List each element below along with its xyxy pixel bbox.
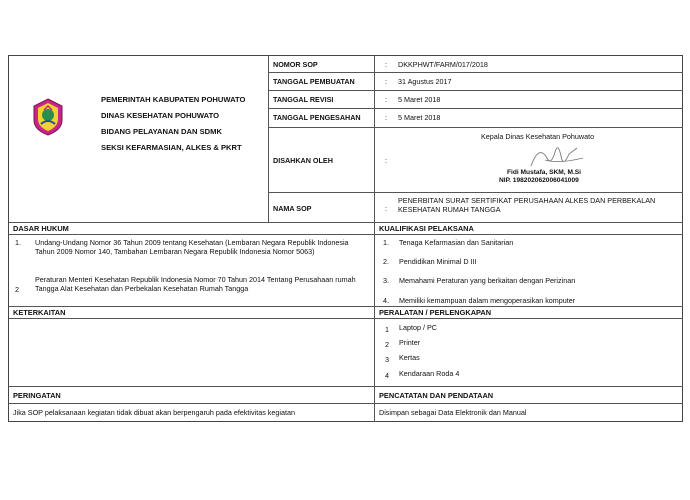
field-label: DISAHKAN OLEH xyxy=(273,156,333,165)
list-item: Laptop / PC xyxy=(399,323,437,332)
sop-document xyxy=(8,55,683,422)
list-item: Memahami Peraturan yang berkaitan dengan Perizinan xyxy=(399,276,576,285)
list-number: 1. xyxy=(383,238,389,247)
list-item: Pendidikan Minimal D III xyxy=(399,257,477,266)
list-item: Kertas xyxy=(399,353,420,362)
sop-name: PENERBITAN SURAT SERTIFIKAT PERUSAHAAN ALKES DAN PERBEKALAN KESEHATAN RUMAH TANGGA xyxy=(398,196,656,214)
row-line xyxy=(9,403,683,404)
created-date: 31 Agustus 2017 xyxy=(398,77,452,86)
approval-date: 5 Maret 2018 xyxy=(398,113,441,122)
field-sep: : xyxy=(385,113,387,122)
recording-text: Disimpan sebagai Data Elektronik dan Manual xyxy=(379,408,527,417)
agency-line: BIDANG PELAYANAN DAN SDMK xyxy=(101,127,222,136)
field-sep: : xyxy=(385,95,387,104)
approver-nip: NIP. 198202062006041009 xyxy=(499,177,579,184)
list-number: 3 xyxy=(385,355,389,364)
row-line xyxy=(268,90,683,91)
row-line xyxy=(9,318,683,319)
field-label: TANGGAL PENGESAHAN xyxy=(273,113,361,122)
row-line xyxy=(268,108,683,109)
field-label: NAMA SOP xyxy=(273,204,312,213)
header-divider-label xyxy=(374,56,375,222)
list-item: Printer xyxy=(399,338,421,347)
list-number: 3. xyxy=(383,276,389,285)
revision-date: 5 Maret 2018 xyxy=(398,95,441,104)
list-number: 1. xyxy=(15,238,21,247)
field-sep: : xyxy=(385,77,387,86)
field-sep: : xyxy=(385,204,387,213)
body-divider xyxy=(374,222,375,422)
section-title-pencatatan: PENCATATAN DAN PENDATAAN xyxy=(379,391,494,400)
field-sep: : xyxy=(385,156,387,165)
list-item: Undang-Undang Nomor 36 Tahun 2009 tentang Kesehatan (Lembaran Negara Republik Indonesia Tahun 2009 Nomor 140, Tambahan Lembaran Negara Republik Indonesia Nomor 5063) xyxy=(35,238,349,256)
list-item: Memiliki kemampuan dalam mengoperasikan komputer xyxy=(399,296,576,305)
field-label: NOMOR SOP xyxy=(273,60,318,69)
list-number: 4 xyxy=(385,371,389,380)
section-title-peralatan: PERALATAN / PERLENGKAPAN xyxy=(379,308,492,317)
row-line xyxy=(9,386,683,387)
row-line xyxy=(268,192,683,193)
list-number: 1 xyxy=(385,325,389,334)
pohuwato-logo xyxy=(31,98,65,136)
agency-line: SEKSI KEFARMASIAN, ALKES & PKRT xyxy=(101,143,242,152)
row-line xyxy=(9,306,683,307)
list-number: 2 xyxy=(15,285,19,294)
warning-text: Jika SOP pelaksanaan kegiatan tidak dibuat akan berpengaruh pada efektivitas kegiatan xyxy=(13,408,295,417)
section-title-kualifikasi: KUALIFIKASI PELAKSANA xyxy=(379,224,474,233)
list-number: 2 xyxy=(385,340,389,349)
section-title-dasar-hukum: DASAR HUKUM xyxy=(13,224,69,233)
row-line xyxy=(9,222,683,223)
row-line xyxy=(9,234,683,235)
row-line xyxy=(268,127,683,128)
sop-number: DKKPHWT/FARM/017/2018 xyxy=(398,60,488,69)
row-line xyxy=(268,72,683,73)
list-item: Tenaga Kefarmasian dan Sanitarian xyxy=(399,238,514,247)
approver-name: Fidi Mustafa, SKM, M.Si xyxy=(507,169,581,176)
field-label: TANGGAL REVISI xyxy=(273,95,334,104)
list-number: 4. xyxy=(383,296,389,305)
approver-title: Kepala Dinas Kesehatan Pohuwato xyxy=(481,132,595,141)
field-label: TANGGAL PEMBUATAN xyxy=(273,77,355,86)
list-number: 2. xyxy=(383,257,389,266)
section-title-peringatan: PERINGATAN xyxy=(13,391,61,400)
agency-line: DINAS KESEHATAN POHUWATO xyxy=(101,111,219,120)
agency-line: PEMERINTAH KABUPATEN POHUWATO xyxy=(101,95,246,104)
header-divider-logo xyxy=(268,56,269,222)
list-item: Peraturan Menteri Kesehatan Republik Indonesia Nomor 70 Tahun 2014 Tentang Perusahaan rumah Tangga Alat Kesehatan dan Perbekalan Kesehatan Rumah Tangga xyxy=(35,275,356,293)
section-title-keterkaitan: KETERKAITAN xyxy=(13,308,66,317)
field-sep: : xyxy=(385,60,387,69)
list-item: Kendaraan Roda 4 xyxy=(399,369,460,378)
